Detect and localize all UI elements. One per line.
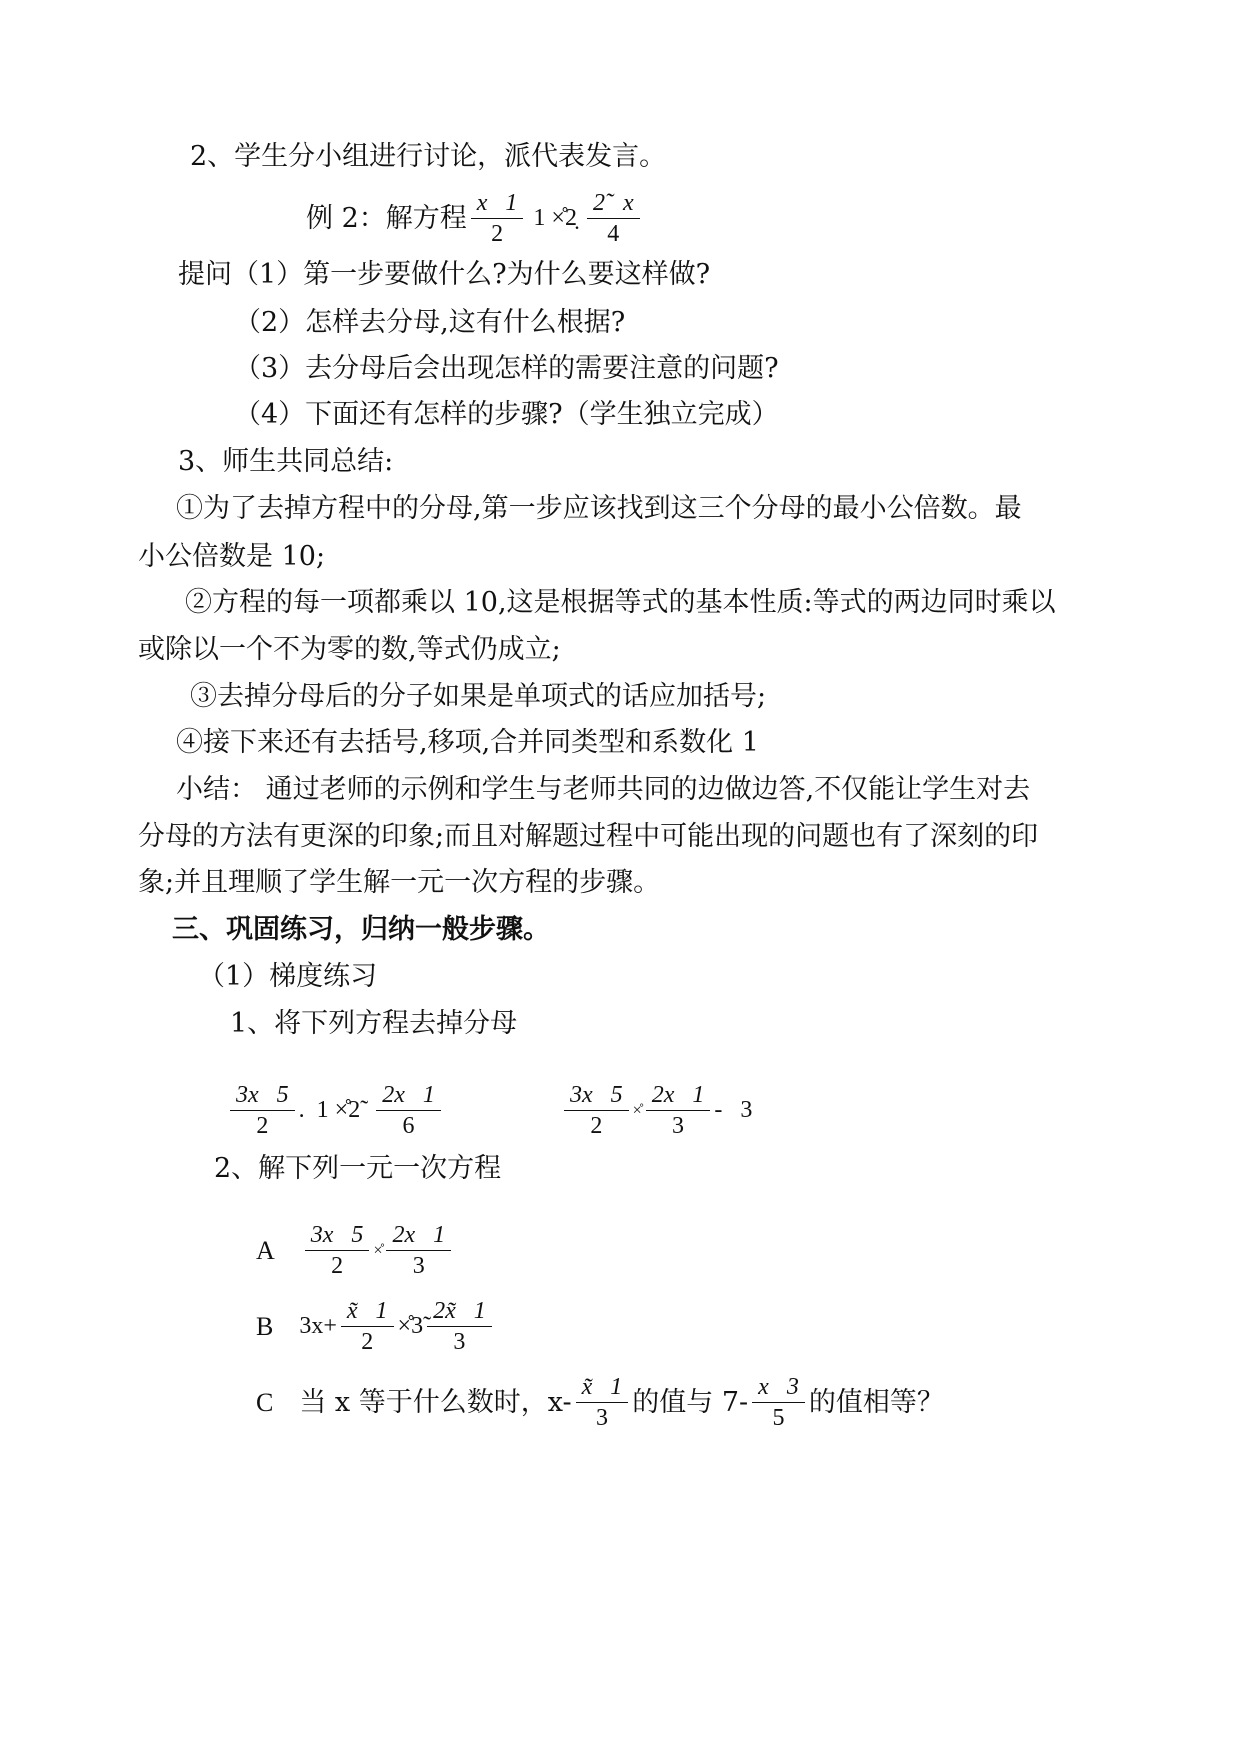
section-heading: 3、师生共同总结: <box>178 446 394 477</box>
fraction: $\frac{x̃ 1}{3}$ <box>576 1372 629 1433</box>
fraction: $\frac{2x 1}{6}$ <box>376 1080 441 1141</box>
example-label: 例 2：解方程 <box>306 202 467 234</box>
operator: 1 ×̊2̣ <box>527 205 583 231</box>
summary-paragraph: 小结： 通过老师的示例和学生与老师共同的边做边答,不仅能让学生对去 <box>176 774 1031 805</box>
practice-heading: （1）梯度练习 <box>198 961 378 992</box>
fraction: $\frac{2̃ x}{4}$ <box>587 188 640 249</box>
question-1: 提问（1）第一步要做什么?为什么要这样做? <box>178 259 711 290</box>
fraction: $\frac{2x 1}{3}$ <box>386 1220 451 1281</box>
item-label: C <box>256 1387 274 1417</box>
operator: - 3 <box>714 1097 753 1123</box>
operator: ×̊3̃ <box>397 1313 424 1339</box>
summary-point-1: ①为了去掉方程中的分母,第一步应该找到这三个分母的最小公倍数。最 <box>176 493 1022 524</box>
item-label: B <box>256 1311 274 1341</box>
summary-point-4: ④接下来还有去括号,移项,合并同类型和系数化 1 <box>176 727 759 758</box>
operator: ×̊ <box>373 1241 383 1259</box>
item-label: A <box>256 1235 275 1265</box>
fraction: $\frac{2x̃ 1}{3}$ <box>427 1296 492 1357</box>
fraction: $\frac{x 3}{5}$ <box>752 1372 805 1433</box>
equation-c <box>256 1372 944 1433</box>
fraction: $\frac{x̃ 1}{2}$ <box>341 1296 394 1357</box>
equation-1 <box>226 1080 445 1141</box>
question-3: （3）去分母后会出现怎样的需要注意的问题? <box>234 353 779 384</box>
summary-point-1-cont: 小公倍数是 10; <box>138 541 326 572</box>
practice-item-1: 1、将下列方程去掉分母 <box>230 1008 518 1039</box>
operator: ×̊ <box>632 1101 642 1119</box>
equation-b <box>256 1296 496 1357</box>
question-text: 的值相等？ <box>808 1386 944 1418</box>
fraction: $\frac{3x 5}{2}$ <box>564 1080 629 1141</box>
fraction: $\frac{3x 5}{2}$ <box>305 1220 370 1281</box>
operator: . 1 ×̊2̃ <box>298 1097 373 1123</box>
question-2: （2）怎样去分母,这有什么根据? <box>234 307 626 338</box>
summary-paragraph-cont: 分母的方法有更深的印象;而且对解题过程中可能出现的问题也有了深刻的印 <box>138 821 1039 852</box>
question-4: （4）下面还有怎样的步骤?（学生独立完成） <box>234 399 779 430</box>
example-2-equation <box>306 188 644 249</box>
summary-point-2-cont: 或除以一个不为零的数,等式仍成立; <box>138 634 561 665</box>
practice-item-2: 2、解下列一元一次方程 <box>214 1153 502 1184</box>
equation-2 <box>560 1080 752 1141</box>
question-text: 当 x 等于什么数时，x- <box>299 1386 572 1418</box>
operator: 3x+ <box>299 1313 337 1339</box>
summary-point-2: ②方程的每一项都乘以 10,这是根据等式的基本性质:等式的两边同时乘以 <box>185 587 1056 618</box>
fraction: $\frac{2x 1}{3}$ <box>646 1080 711 1141</box>
summary-point-3: ③去掉分母后的分子如果是单项式的话应加括号; <box>190 681 767 712</box>
equation-a <box>256 1220 455 1281</box>
fraction: $\frac{3x 5}{2}$ <box>230 1080 295 1141</box>
text-line: 2、学生分小组进行讨论，派代表发言。 <box>190 141 667 172</box>
summary-paragraph-cont: 象;并且理顺了学生解一元一次方程的步骤。 <box>138 867 661 898</box>
question-text: 的值与 7- <box>632 1386 749 1418</box>
section-title: 三、巩固练习，归纳一般步骤。 <box>172 914 550 945</box>
fraction: $\frac{x 1}{2}$ <box>471 188 524 249</box>
